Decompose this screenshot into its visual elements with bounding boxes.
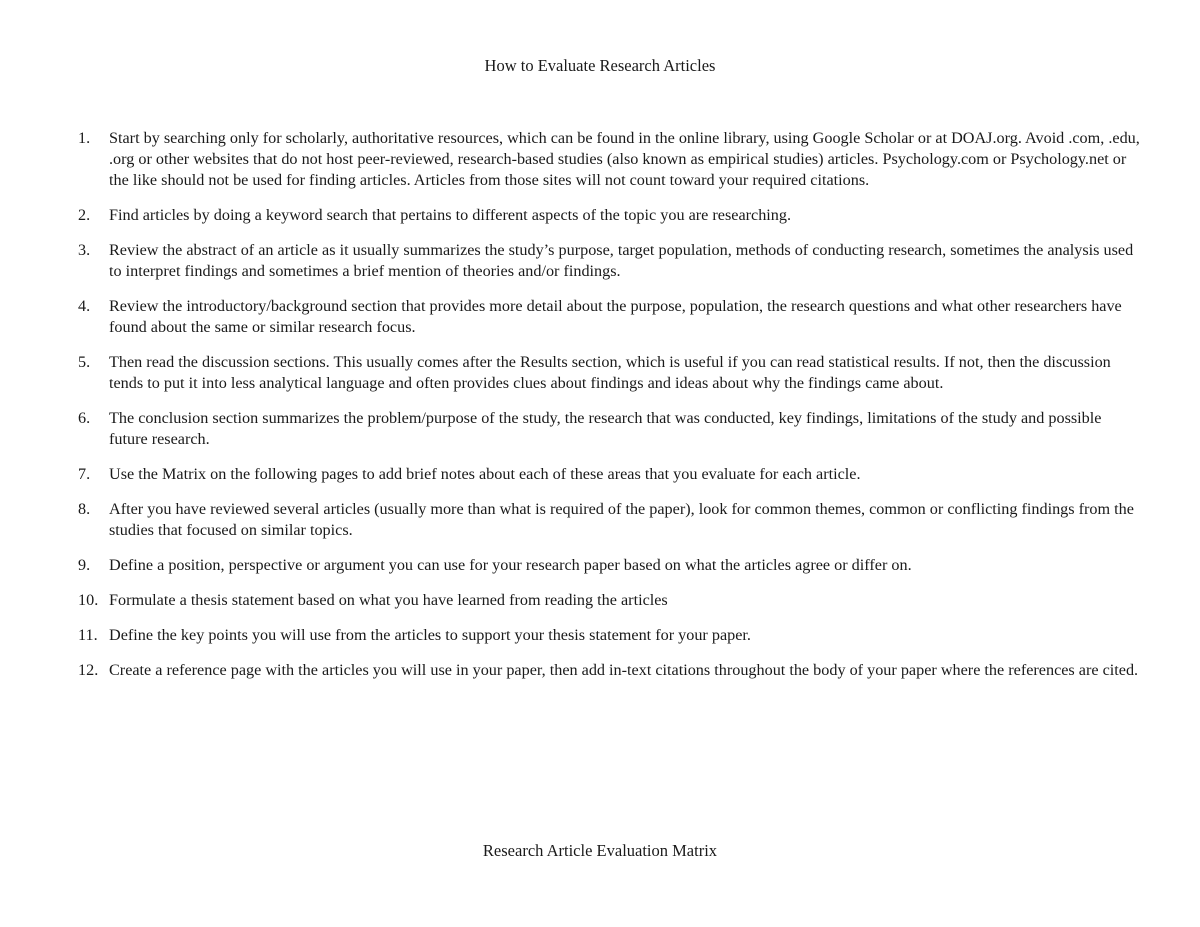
step-text: Define the key points you will use from the articles to support your thesis statement for your paper. [109, 626, 751, 644]
list-item [78, 625, 1140, 646]
list-item [78, 205, 1140, 226]
step-number: 11. [78, 626, 98, 644]
step-text: Start by searching only for scholarly, authoritative resources, which can be found in the online library, using Google Scholar or at DOAJ.org. Avoid .com, .edu, .org or other websites that do not host peer-reviewed, research-based studies (also known as empirical studies) articles. Psychology.com or Psychology.net or the like should not be used for finding articles. Articles from those sites will not count toward your required citations. [109, 129, 1140, 189]
list-item [78, 555, 1140, 576]
step-number: 1. [78, 129, 91, 147]
step-number: 3. [78, 241, 91, 259]
document-title: How to Evaluate Research Articles [484, 56, 716, 75]
step-number: 6. [78, 409, 91, 427]
matrix-title: Research Article Evaluation Matrix [482, 841, 718, 860]
list-item [78, 660, 1140, 681]
step-text: Find articles by doing a keyword search that pertains to different aspects of the topic you are researching. [109, 206, 792, 224]
step-number: 10. [78, 591, 99, 609]
step-text: After you have reviewed several articles (usually more than what is required of the paper), look for common themes, common or conflicting findings from the studies that focused on similar topics. [109, 500, 1134, 539]
step-text: Then read the discussion sections. This usually comes after the Results section, which is useful if you can read statistical results. If not, then the discussion tends to put it into less analytical language and often provides clues about findings and ideas about why the findings came about. [109, 353, 1111, 392]
steps-list [78, 128, 1140, 695]
step-text: Review the introductory/background section that provides more detail about the purpose, population, the research questions and what other researchers have found about the same or similar research focus. [109, 297, 1122, 336]
step-text: The conclusion section summarizes the problem/purpose of the study, the research that was conducted, key findings, limitations of the study and possible future research. [109, 409, 1102, 448]
step-number: 4. [78, 297, 91, 315]
list-item [78, 464, 1140, 485]
step-text: Define a position, perspective or argument you can use for your research paper based on what the articles agree or differ on. [109, 556, 912, 574]
step-number: 8. [78, 500, 91, 518]
list-item [78, 499, 1140, 541]
list-item [78, 128, 1140, 191]
list-item [78, 408, 1140, 450]
list-item [78, 296, 1140, 338]
step-text: Formulate a thesis statement based on what you have learned from reading the articles [109, 591, 668, 609]
step-text: Review the abstract of an article as it usually summarizes the study’s purpose, target population, methods of conducting research, sometimes the analysis used to interpret findings and sometimes a brief mention of theories and/or findings. [109, 241, 1134, 280]
list-item [78, 240, 1140, 282]
list-item [78, 590, 1140, 611]
step-text: Create a reference page with the articles you will use in your paper, then add in-text citations throughout the body of your paper where the references are cited. [109, 661, 1139, 679]
step-number: 5. [78, 353, 91, 371]
list-item [78, 352, 1140, 394]
step-number: 2. [78, 206, 91, 224]
step-number: 7. [78, 465, 91, 483]
step-text: Use the Matrix on the following pages to add brief notes about each of these areas that you evaluate for each article. [109, 465, 861, 483]
step-number: 12. [78, 661, 99, 679]
step-number: 9. [78, 556, 91, 574]
